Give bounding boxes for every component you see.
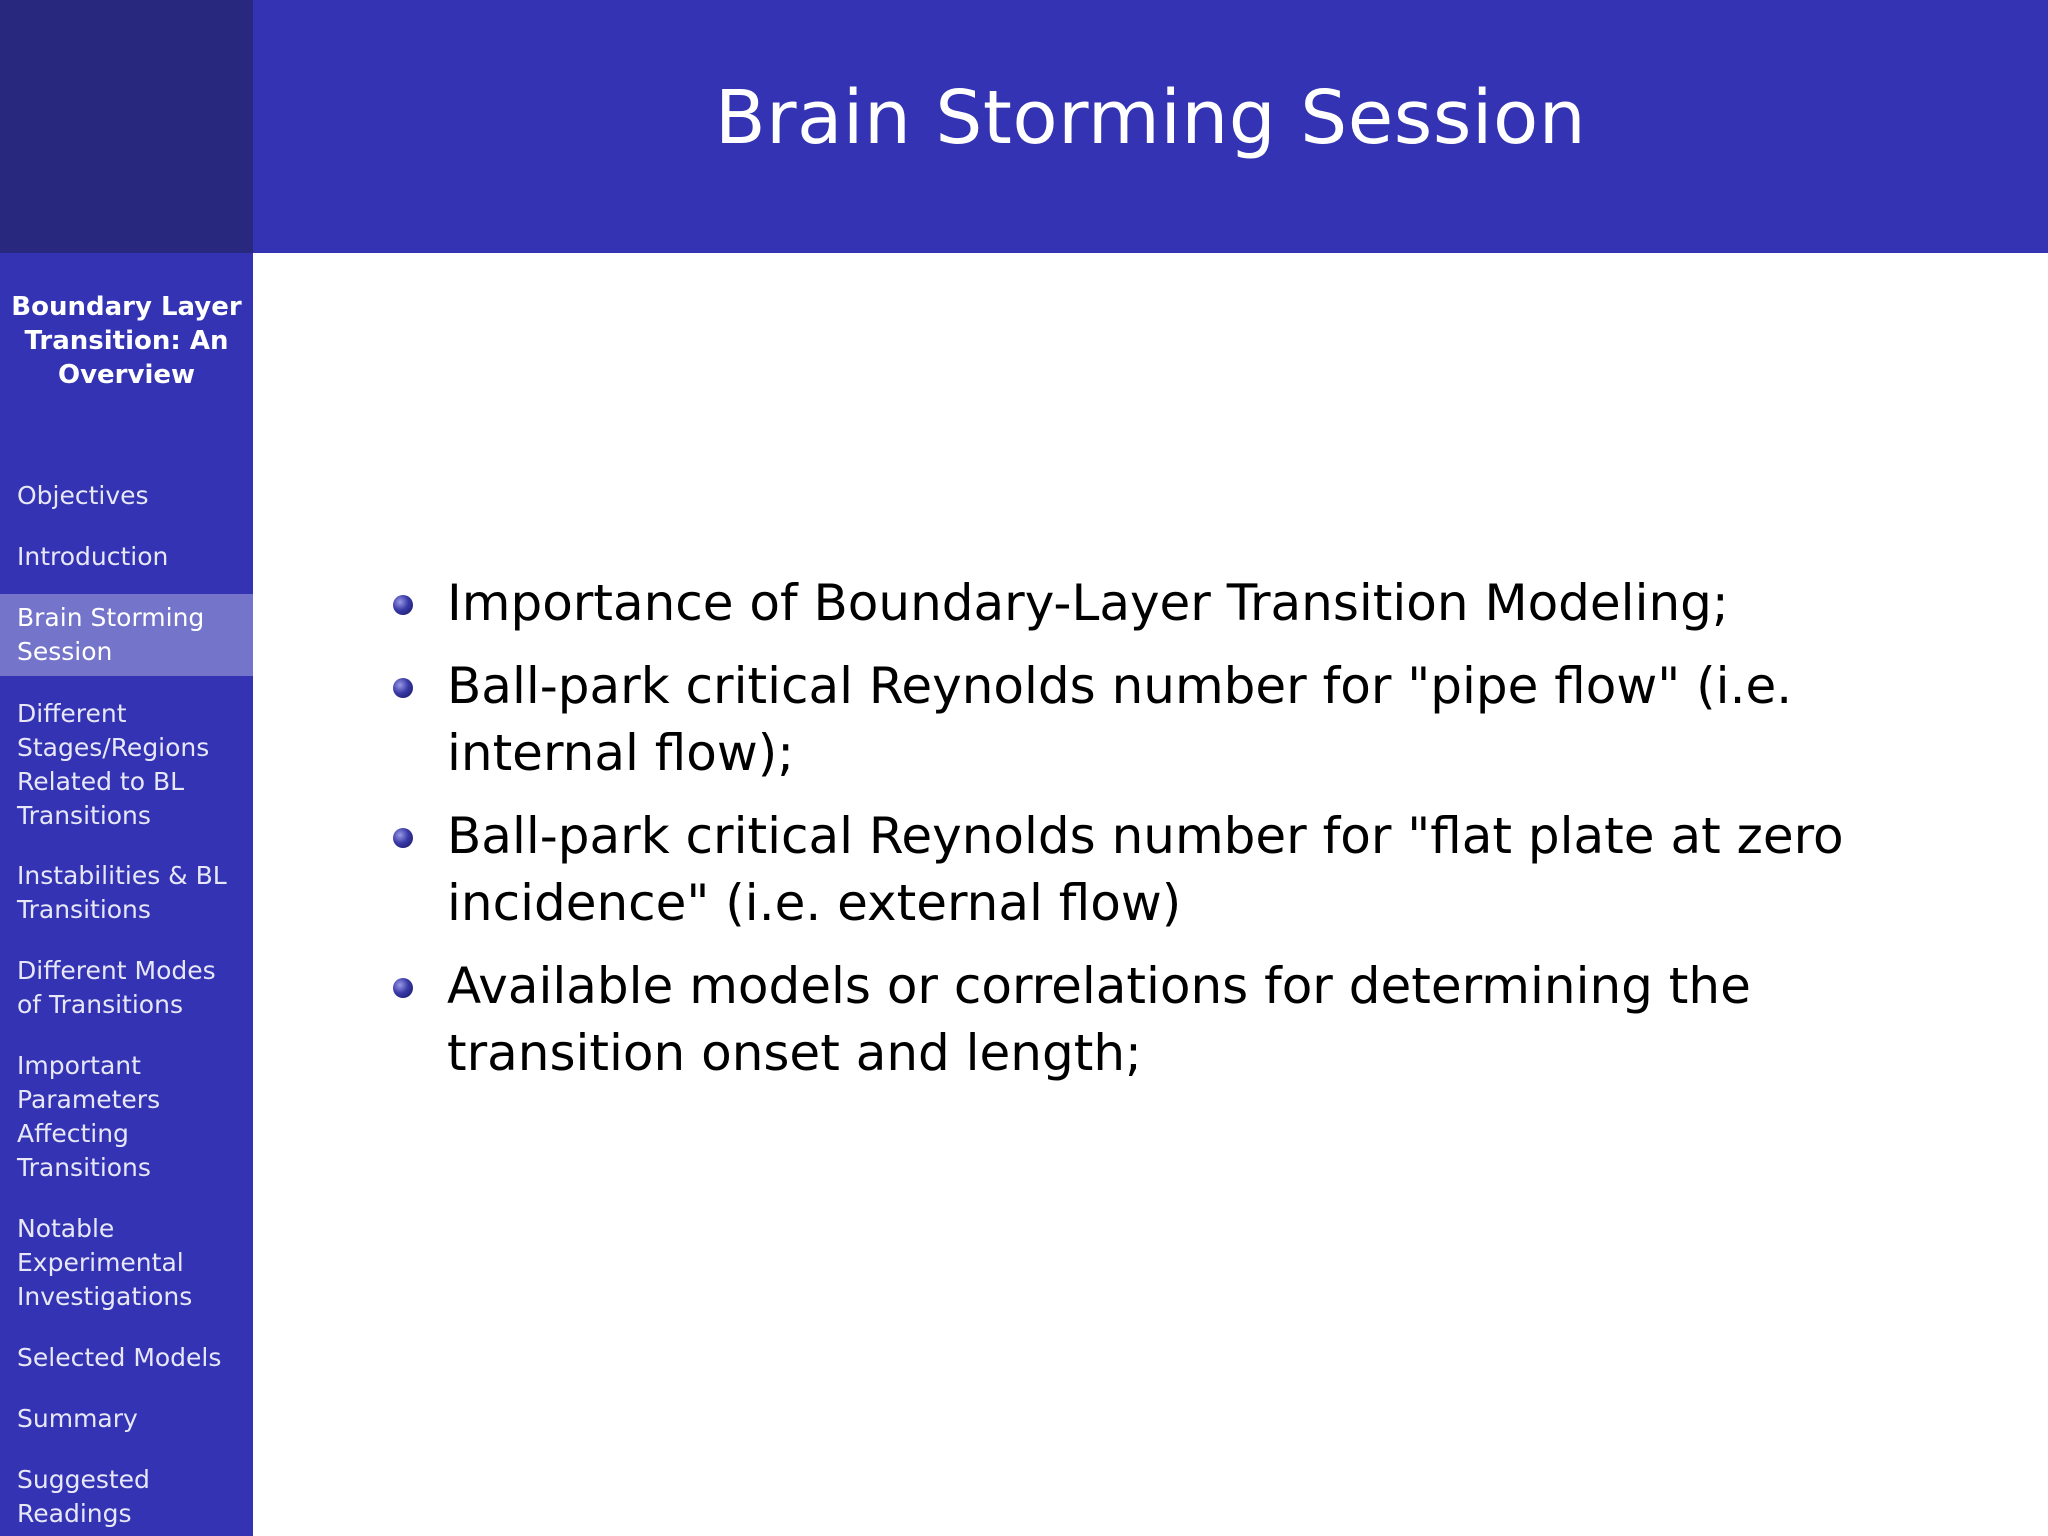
bullet-text: Ball-park critical Reynolds number for "pipe flow" (i.e. internal flow); [447,657,1793,782]
bullet-item [385,953,1945,1087]
slide-header [253,0,2048,253]
bullet-icon [393,828,413,848]
bullet-icon [393,978,413,998]
sidebar-logo-area [0,0,253,253]
bullet-item [385,570,1945,637]
bullet-text: Available models or correlations for determining the transition onset and length; [447,957,1751,1082]
bullet-item [385,803,1945,937]
bullet-icon [393,678,413,698]
sidebar-item-instabilities[interactable]: Instabilities & BL Transitions [17,861,227,924]
sidebar-item-introduction[interactable]: Introduction [17,542,169,571]
sidebar-item-selected-models[interactable]: Selected Models [17,1343,222,1372]
slide-content [385,570,1945,1103]
bullet-item [385,653,1945,787]
sidebar-item-important-parameters[interactable]: Important Parameters Affecting Transitions [17,1051,161,1182]
bullet-text: Ball-park critical Reynolds number for "flat plate at zero incidence" (i.e. external flow) [447,807,1844,932]
sidebar-item-different-modes[interactable]: Different Modes of Transitions [17,956,216,1019]
bullet-icon [393,595,413,615]
deck-title: Boundary Layer Transition: An Overview [11,292,242,390]
sidebar [0,0,253,1536]
sidebar-item-objectives[interactable]: Objectives [17,481,149,510]
bullet-text: Importance of Boundary-Layer Transition Modeling; [447,574,1729,632]
sidebar-item-different-stages[interactable]: Different Stages/Regions Related to BL Transitions [17,699,210,830]
sidebar-item-suggested-readings[interactable]: Suggested Readings [17,1465,150,1528]
slide-title: Brain Storming Session [714,75,1587,161]
sidebar-item-summary[interactable]: Summary [17,1404,138,1433]
sidebar-item-notable-experimental[interactable]: Notable Experimental Investigations [17,1214,193,1311]
sidebar-item-brain-storming-session[interactable]: Brain Storming Session [0,594,253,676]
